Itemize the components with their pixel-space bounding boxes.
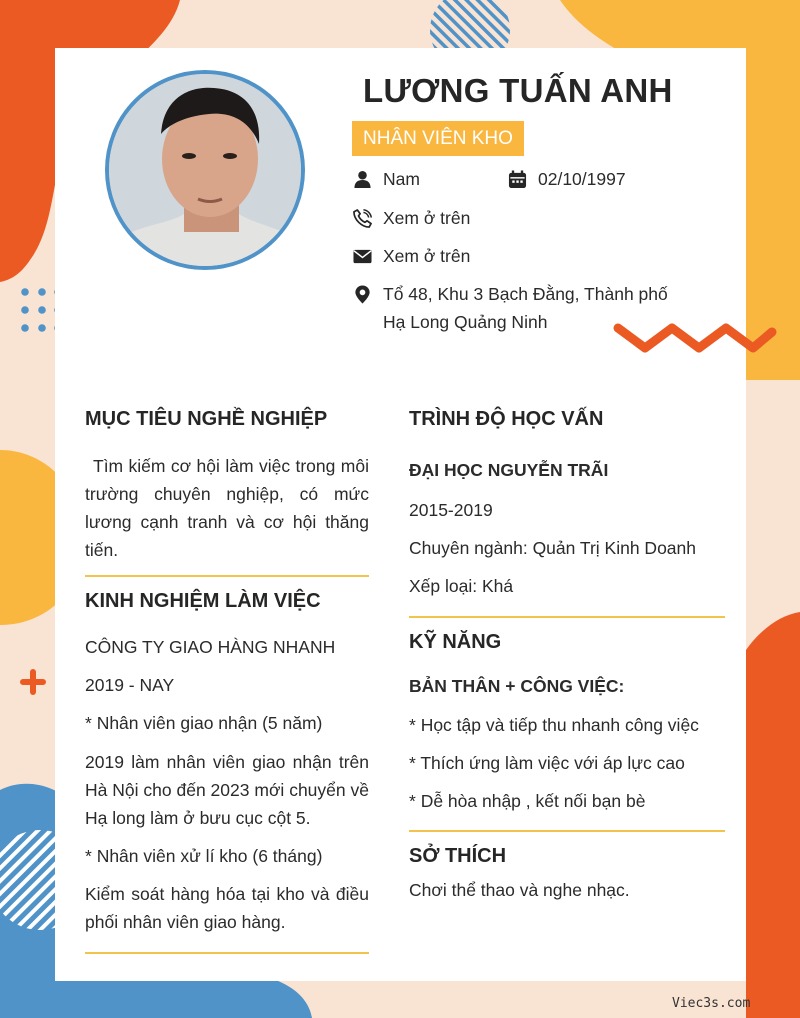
- watermark: Viec3s.com: [672, 996, 751, 1011]
- address-value: Tổ 48, Khu 3 Bạch Đằng, Thành phố Hạ Long Quảng Ninh: [383, 284, 668, 332]
- skill-item: * Học tập và tiếp thu nhanh công việc: [409, 715, 699, 735]
- experience-title: KINH NGHIỆM LÀM VIỆC: [85, 590, 321, 612]
- bullet: *: [85, 846, 92, 866]
- objective-text: Tìm kiếm cơ hội làm việc trong môi trường chuyên nghiệp, có mức lương cạnh tranh và cơ hội thăng tiến.: [85, 456, 369, 560]
- location-icon: [353, 280, 383, 308]
- skills-title: KỸ NĂNG: [409, 631, 502, 653]
- education-grade: Xếp loại: Khá: [409, 576, 514, 596]
- candidate-name: LƯƠNG TUẤN ANH: [363, 72, 673, 109]
- education-years: 2015-2019: [409, 500, 493, 520]
- address-row: [353, 280, 693, 336]
- job-title-badge: NHÂN VIÊN KHO: [352, 121, 524, 156]
- user-icon: [353, 165, 383, 193]
- job-2-description: Kiểm soát hàng hóa tại kho và điều phối nhân viên giao hàng.: [85, 884, 369, 932]
- divider: [85, 575, 369, 577]
- job-1-description: 2019 làm nhân viên giao nhận trên Hà Nội cho đến 2023 mới chuyển về Hạ long làm ở bưu cục cột 5.: [85, 752, 369, 828]
- hobbies-title: SỞ THÍCH: [409, 845, 507, 867]
- divider: [85, 952, 369, 954]
- phone-row: [353, 204, 470, 232]
- calendar-icon: [508, 165, 538, 193]
- skill-item: * Dễ hòa nhập , kết nối bạn bè: [409, 791, 646, 811]
- education-major: Chuyên ngành: Quản Trị Kinh Doanh: [409, 538, 696, 558]
- job-2-title: * Nhân viên xử lí kho (6 tháng): [85, 846, 323, 866]
- school-name: ĐẠI HỌC NGUYỄN TRÃI: [409, 460, 609, 480]
- dob-row: [508, 165, 626, 193]
- job-1-title: * Nhân viên giao nhận (5 năm): [85, 713, 323, 733]
- bullet: *: [409, 715, 416, 735]
- dob-value: 02/10/1997: [538, 169, 626, 189]
- bullet: *: [409, 791, 416, 811]
- gender-value: Nam: [383, 169, 420, 189]
- divider: [409, 830, 725, 832]
- bullet: *: [85, 713, 92, 733]
- education-title: TRÌNH ĐỘ HỌC VẤN: [409, 408, 604, 430]
- gender-row: [353, 165, 420, 193]
- mail-icon: [353, 242, 383, 270]
- skill-item: * Thích ứng làm việc với áp lực cao: [409, 753, 685, 773]
- email-row: [353, 242, 470, 270]
- phone-value: Xem ở trên: [383, 208, 471, 228]
- avatar: [105, 70, 305, 270]
- plus-decor: [20, 669, 46, 695]
- skills-subtitle: BẢN THÂN + CÔNG VIỆC:: [409, 676, 625, 696]
- phone-icon: [353, 204, 383, 232]
- divider: [409, 616, 725, 618]
- company-name: CÔNG TY GIAO HÀNG NHANH: [85, 637, 336, 657]
- bullet: *: [409, 753, 416, 773]
- objective-title: MỤC TIÊU NGHỀ NGHIỆP: [85, 408, 328, 430]
- email-value: Xem ở trên: [383, 246, 471, 266]
- hobbies-text: Chơi thể thao và nghe nhạc.: [409, 880, 630, 900]
- work-period: 2019 - NAY: [85, 675, 175, 695]
